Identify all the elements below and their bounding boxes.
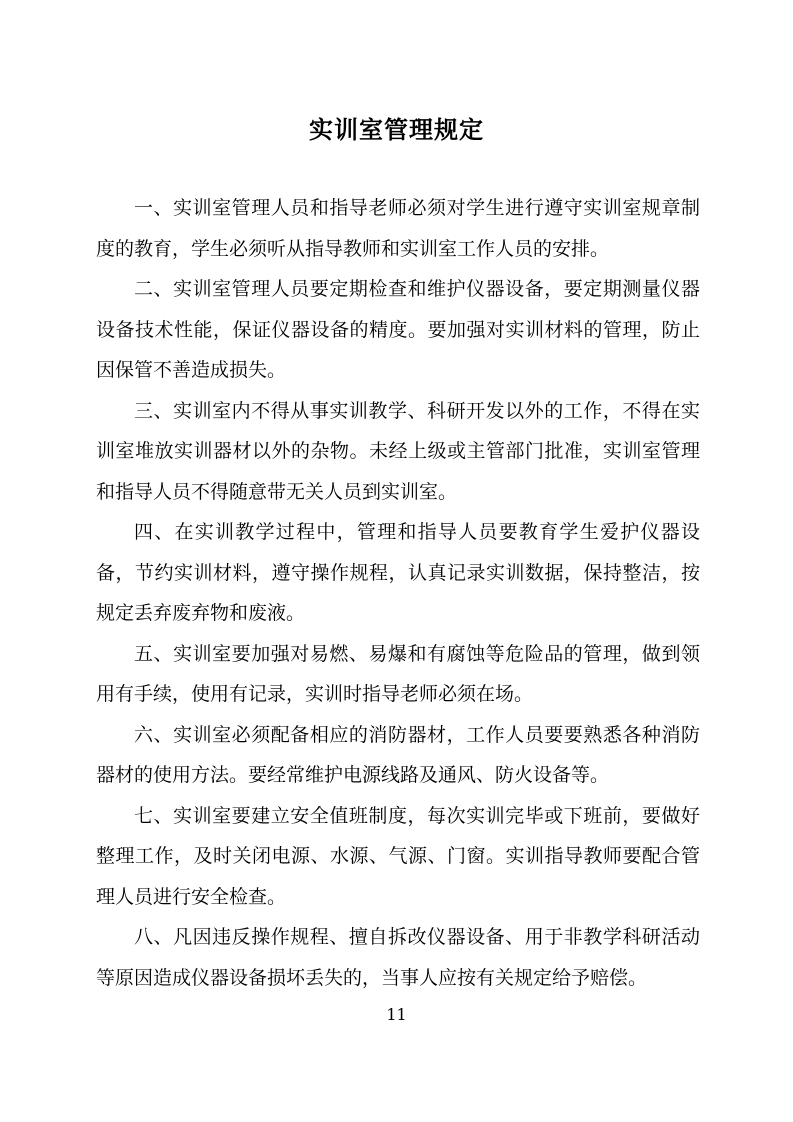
- paragraph-2: 二、实训室管理人员要定期检查和维护仪器设备，要定期测量仪器设备技术性能，保证仪器设备的精度。要加强对实训材料的管理，防止因保管不善造成损失。: [96, 278, 700, 381]
- page-number: 11: [386, 1005, 407, 1024]
- paragraph-8: 八、凡因违反操作规程、擅自拆改仪器设备、用于非教学科研活动等原因造成仪器设备损坏丢失的，当事人应按有关规定给予赔偿。: [96, 926, 700, 989]
- document-title: 实训室管理规定: [309, 116, 484, 144]
- paragraph-5: 五、实训室要加强对易燃、易爆和有腐蚀等危险品的管理，做到领用有手续，使用有记录，实训时指导老师必须在场。: [96, 642, 700, 705]
- paragraph-6: 六、实训室必须配备相应的消防器材，工作人员要要熟悉各种消防器材的使用方法。要经常维护电源线路及通风、防火设备等。: [96, 723, 700, 786]
- document-body: [96, 188, 700, 998]
- paragraph-3: 三、实训室内不得从事实训教学、科研开发以外的工作，不得在实训室堆放实训器材以外的杂物。未经上级或主管部门批准，实训室管理和指导人员不得随意带无关人员到实训室。: [96, 399, 700, 503]
- paragraph-1: 一、实训室管理人员和指导老师必须对学生进行遵守实训室规章制度的教育，学生必须听从指导教师和实训室工作人员的安排。: [96, 197, 700, 260]
- paragraph-7: 七、实训室要建立安全值班制度，每次实训完毕或下班前，要做好整理工作，及时关闭电源、水源、气源、门窗。实训指导教师要配合管理人员进行安全检查。: [96, 804, 700, 908]
- paragraph-4: 四、在实训教学过程中，管理和指导人员要教育学生爱护仪器设备，节约实训材料，遵守操作规程，认真记录实训数据，保持整洁，按规定丢弃废弃物和废液。: [96, 521, 700, 624]
